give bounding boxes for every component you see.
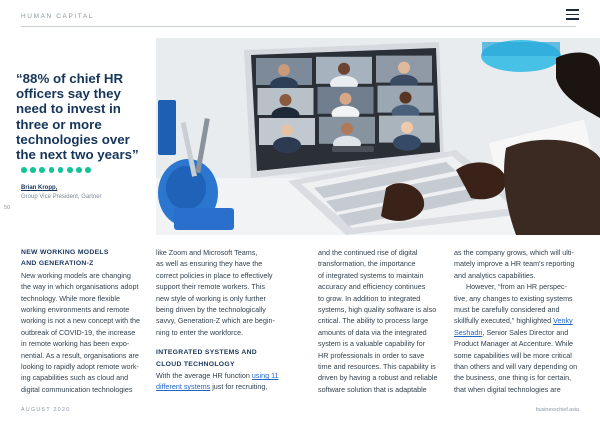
body-line: ning to enter the workforce. xyxy=(156,327,244,337)
link-seshadri[interactable]: Seshadri xyxy=(454,327,483,337)
body-line: and the continued rise of digital xyxy=(318,248,418,257)
body-line: transformation, the importance xyxy=(318,259,416,269)
body-line: system is a valuable capability for xyxy=(318,339,426,349)
section-heading: INTEGRATED SYSTEMS AND xyxy=(156,349,258,357)
body-line: ing capabilities such as cloud and xyxy=(21,373,129,383)
body-line: Seshadri, Senior Sales Director and xyxy=(454,327,569,337)
body-line: digital communication technologies xyxy=(21,384,133,394)
body-line: skillfully executed,” highlighted Venky xyxy=(454,316,573,326)
body-line: correct policies in place to effectively xyxy=(156,270,273,280)
footer-date: AUGUST 2020 xyxy=(21,407,71,413)
section-heading: NEW WORKING MODELS xyxy=(21,249,109,256)
body-line: critical. The ability to process large xyxy=(318,316,429,326)
quote-author-title: Group Vice President, Gartner xyxy=(21,194,102,200)
body-line: of integrated systems to maintain xyxy=(318,270,424,280)
body-line: technology. While more flexible xyxy=(21,293,120,303)
quote-author-name[interactable]: Brian Kropp, xyxy=(21,185,58,191)
body-line: Product Manager at Accenture. While xyxy=(454,339,574,349)
body-line: as the company grows, which will ulti- xyxy=(454,248,574,257)
pull-quote: “88% of chief HR officers say they need to invest in three or more technologies over the next two years” xyxy=(16,71,139,163)
link-systems-count[interactable]: using 11 xyxy=(251,371,279,381)
body-line: savvy, Generation-Z which are begin- xyxy=(156,316,275,326)
article-column-4 xyxy=(454,247,586,395)
article-column-1 xyxy=(21,247,153,395)
body-line: looking to rapidly adopt remote work- xyxy=(21,362,139,372)
body-line: must be carefully considered and xyxy=(454,305,560,315)
body-line: working is not a new concept with the xyxy=(21,316,141,326)
body-line: tive, any changes to existing systems xyxy=(454,293,573,303)
body-line: some capabilities will be more critical xyxy=(454,350,572,360)
body-line: driven by having a robust and reliable xyxy=(318,373,438,383)
section-heading: CLOUD TECHNOLOGY xyxy=(156,360,235,368)
body-line: to grow. In addition to integrated xyxy=(318,293,421,303)
header-rule xyxy=(21,26,576,27)
body-line: as well as ensuring they have the xyxy=(156,259,263,269)
body-line: HR professionals in order to save xyxy=(318,350,425,360)
accent-dot xyxy=(30,167,36,173)
body-line: However, “from an HR perspec- xyxy=(454,282,568,292)
body-line: the way in which organisations adopt xyxy=(21,282,139,292)
body-line: working environments and remote xyxy=(21,305,130,315)
quote-dots xyxy=(21,167,91,173)
body-line: software solution that is adaptable xyxy=(318,384,427,394)
section-heading: AND GENERATION-Z xyxy=(21,260,94,268)
hero-photo xyxy=(156,38,600,235)
footer-site: businesschief.asia xyxy=(535,407,579,413)
body-line: than others and will vary depending on xyxy=(454,362,578,372)
body-line: that when digital technologies are xyxy=(454,384,561,394)
accent-dot xyxy=(49,167,55,173)
link-different-systems[interactable]: different systems xyxy=(156,382,211,392)
article-column-2 xyxy=(156,247,288,393)
article-column-3 xyxy=(318,247,450,395)
body-line: time and resources. This capability is xyxy=(318,362,436,372)
body-line: mately improve a HR team's reporting xyxy=(454,259,575,269)
body-line: outbreak of COVID-19, the increase xyxy=(21,327,136,337)
body-line: being driven by the technologically xyxy=(156,305,266,315)
link-venky[interactable]: Venky xyxy=(553,316,573,326)
page-number: 50 xyxy=(4,205,11,211)
body-line: accuracy and efficiency continues xyxy=(318,282,426,292)
section-label: HUMAN CAPITAL xyxy=(21,13,95,20)
accent-dot xyxy=(85,167,91,173)
body-line: in remote working has been expo- xyxy=(21,339,130,349)
body-line: systems, high quality software is also xyxy=(318,305,437,315)
body-line: support their remote workers. This xyxy=(156,282,265,292)
body-line: nential. As a result, organisations are xyxy=(21,350,139,360)
accent-dot xyxy=(67,167,73,173)
body-line: new style of working is only further xyxy=(156,293,266,303)
body-line: With the average HR function using 11 xyxy=(156,371,279,381)
body-line: and analytics capabilities. xyxy=(454,270,536,280)
accent-dot xyxy=(58,167,64,173)
body-line: the business, one thing is for certain, xyxy=(454,373,572,383)
body-line: different systems just for recruiting, xyxy=(156,382,268,392)
menu-icon[interactable] xyxy=(566,9,579,20)
accent-dot xyxy=(76,167,82,173)
body-line: amounts of data via the integrated xyxy=(318,327,427,337)
body-line: New working models are changing xyxy=(21,270,131,280)
accent-dot xyxy=(21,167,27,173)
accent-dot xyxy=(39,167,45,173)
body-line: like Zoom and Microsoft Teams, xyxy=(156,248,258,257)
